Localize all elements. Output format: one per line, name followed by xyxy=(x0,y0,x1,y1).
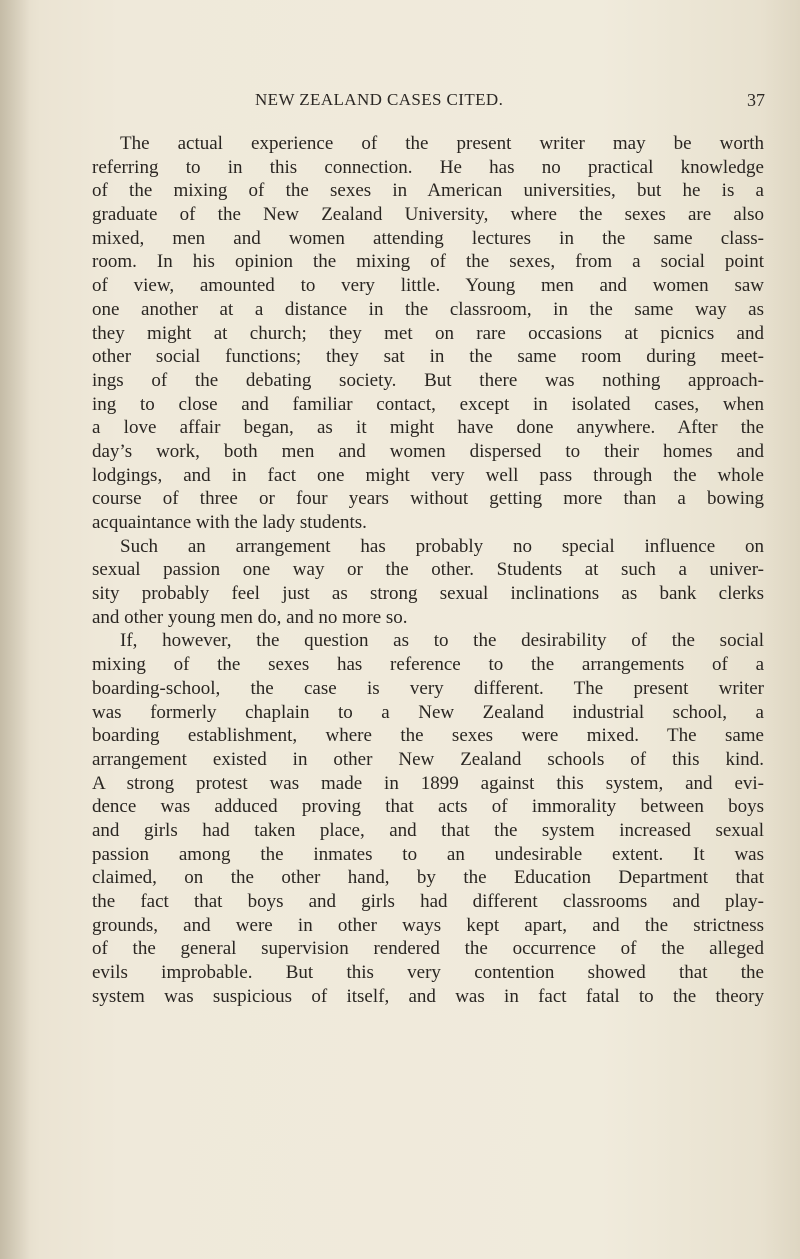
text-line: day’s work, both men and women dispersed to their homes and xyxy=(92,440,764,462)
text-line: passion among the inmates to an undesirable extent. It was xyxy=(92,843,764,865)
text-line: of the mixing of the sexes in American universities, but he is a xyxy=(92,180,764,202)
text-line: was formerly chaplain to a New Zealand industrial school, a xyxy=(92,701,764,723)
text-line: referring to in this connection. He has no practical knowledge xyxy=(92,156,764,178)
text-line: the fact that boys and girls had different classrooms and play- xyxy=(92,891,764,912)
text-line: course of three or four years without getting more than a bowing xyxy=(92,488,764,510)
page-header xyxy=(0,90,800,114)
running-head: NEW ZEALAND CASES CITED. xyxy=(255,90,504,109)
text-line: boarding establishment, where the sexes were mixed. The same xyxy=(92,725,764,747)
text-line: mixing of the sexes has reference to the arrangements of a xyxy=(92,654,764,676)
text-line: If, however, the question as to the desirability of the social xyxy=(120,630,764,652)
text-line: A strong protest was made in 1899 against this system, and evi- xyxy=(92,772,764,794)
text-line: lodgings, and in fact one might very well pass through the whole xyxy=(92,464,764,486)
text-line: ings of the debating society. But there was nothing approach- xyxy=(92,369,764,391)
text-line: of the general supervision rendered the occurrence of the alleged xyxy=(92,938,764,960)
text-line: boarding-school, the case is very different. The present writer xyxy=(92,677,764,699)
text-line: acquaintance with the lady students. xyxy=(92,512,367,533)
text-line: dence was adduced proving that acts of immorality between boys xyxy=(92,796,764,818)
text-line: claimed, on the other hand, by the Education Department that xyxy=(92,867,764,889)
text-line: sexual passion one way or the other. Students at such a univer- xyxy=(92,559,764,581)
text-line: The actual experience of the present writer may be worth xyxy=(120,133,764,154)
text-line: evils improbable. But this very contention showed that the xyxy=(92,962,764,984)
text-line: of view, amounted to very little. Young men and women saw xyxy=(92,275,764,297)
text-line: grounds, and were in other ways kept apart, and the strictness xyxy=(92,914,764,936)
text-line: other social functions; they sat in the same room during meet- xyxy=(92,346,764,368)
text-line: and girls had taken place, and that the system increased sexual xyxy=(92,819,764,841)
text-line: one another at a distance in the classroom, in the same way as xyxy=(92,298,764,320)
text-line: graduate of the New Zealand University, where the sexes are also xyxy=(92,204,764,226)
text-line: sity probably feel just as strong sexual inclinations as bank clerks xyxy=(92,583,764,605)
text-line: mixed, men and women attending lectures in the same class- xyxy=(92,227,764,249)
body-text xyxy=(92,132,764,1008)
text-line: system was suspicious of itself, and was in fact fatal to the theory xyxy=(92,985,764,1007)
text-line: arrangement existed in other New Zealand schools of this kind. xyxy=(92,748,764,770)
text-line: a love affair began, as it might have done anywhere. After the xyxy=(92,417,764,439)
page-number: 37 xyxy=(747,90,765,110)
text-line: and other young men do, and no more so. xyxy=(92,606,408,628)
text-line: Such an arrangement has probably no special influence on xyxy=(120,535,764,557)
text-line: ing to close and familiar contact, except in isolated cases, when xyxy=(92,393,764,415)
text-line: they might at church; they met on rare occasions at picnics and xyxy=(92,322,764,344)
text-line: room. In his opinion the mixing of the sexes, from a social point xyxy=(92,251,764,273)
